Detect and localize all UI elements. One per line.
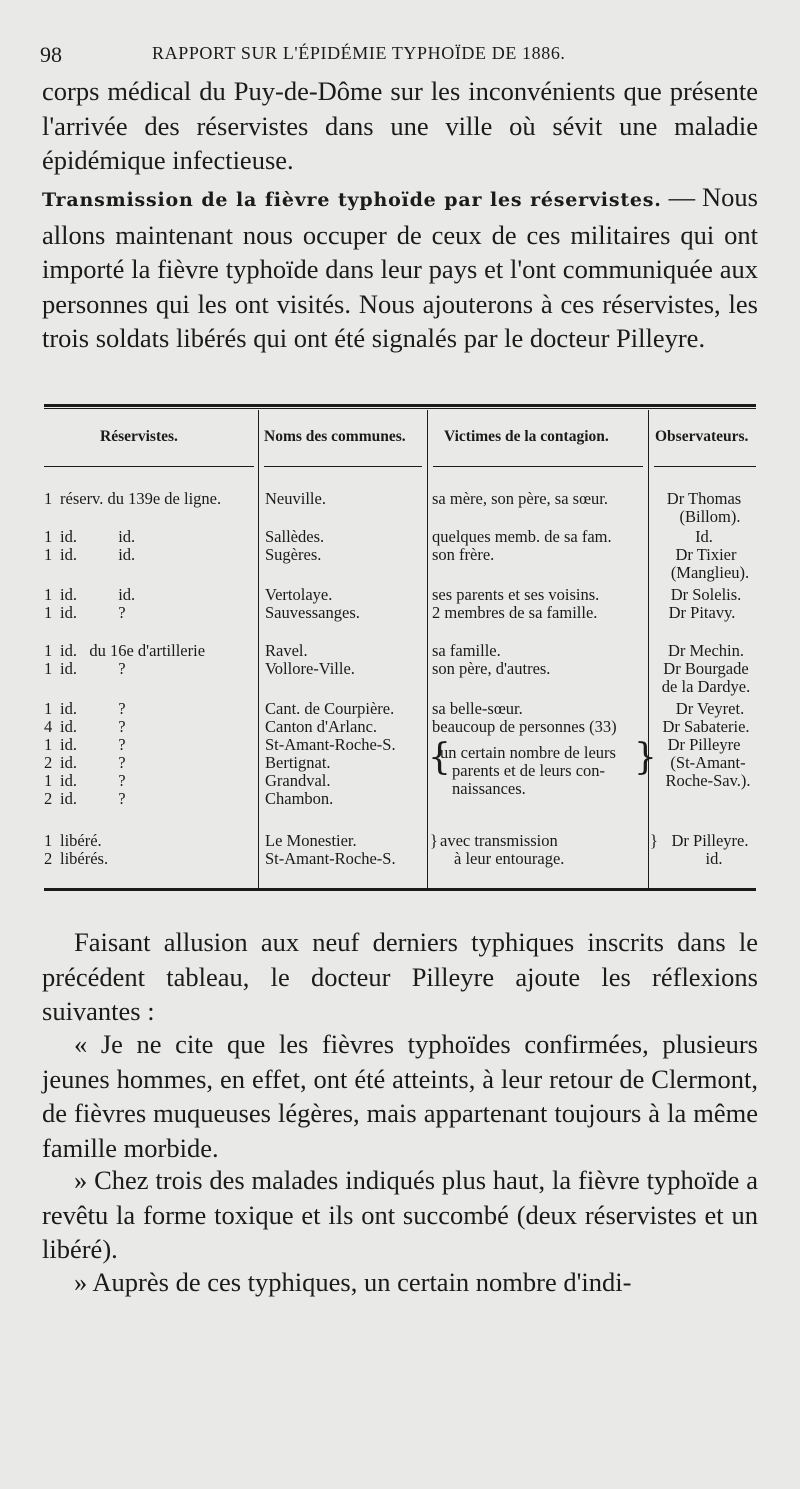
group-observer-2: (St-Amant- <box>670 753 746 772</box>
row-9-commune: St-Amant-Roche-S. <box>265 735 396 754</box>
row-12-commune: Chambon. <box>265 789 334 808</box>
row-3-victims: ses parents et ses voisins. <box>432 585 600 604</box>
paragraph-4: « Je ne cite que les fièvres typhoïdes confirmées, plusieurs jeunes hommes, en effet, ont été atteints, à leur retour de Clermont, de fièvres muqueuses légères, mais appartenant toujours à la même famille morbide. <box>42 1029 758 1163</box>
paragraph-3: Faisant allusion aux neuf derniers typhiques inscrits dans le précédent tableau, le docteur Pilleyre ajoute les réflexions suivantes : <box>42 927 758 1026</box>
row-7-num: 1 <box>44 699 53 718</box>
liberes-brace-close: } <box>650 831 658 850</box>
contagion-table <box>44 404 756 894</box>
header-underline-2 <box>264 466 422 467</box>
paragraph-2-text: — Nous allons maintenant nous occuper de ceux de ces militaires qui ont importé la fièvre typhoïde dans leur pays et l'ont communiquée aux personnes qui les ont visités. Nous ajouterons à ces réservistes, les trois soldats libérés qui ont été signalés par le docteur Pilleyre. <box>42 182 758 353</box>
row-5-victims: sa famille. <box>432 641 501 660</box>
table-bottom-rule <box>44 888 756 891</box>
section-title: Transmission de la fièvre typhoïde par les réservistes. <box>42 189 662 211</box>
row-9-num: 1 <box>44 735 53 754</box>
row-4-commune: Sauvessanges. <box>265 603 360 622</box>
row-5-num: 1 <box>44 641 53 660</box>
header-communes: Noms des communes. <box>264 428 406 445</box>
header-underline-3 <box>433 466 643 467</box>
running-title: RAPPORT SUR L'ÉPIDÉMIE TYPHOÏDE DE 1886. <box>152 43 566 63</box>
group-victims-2: parents et de leurs con- <box>452 761 606 780</box>
row-6-commune: Vollore-Ville. <box>265 659 355 678</box>
row-1-victims: quelques memb. de sa fam. <box>432 527 612 546</box>
row-4-victims: 2 membres de sa famille. <box>432 603 598 622</box>
table-top-rule-thin <box>44 408 756 409</box>
liberes-victims-2: à leur entourage. <box>454 849 565 868</box>
row-0-commune: Neuville. <box>265 489 326 508</box>
row-1-unit: id. id. <box>60 527 136 546</box>
row-2-observer: Dr Tixier <box>675 545 737 564</box>
page-header <box>40 36 760 76</box>
row-11-num: 1 <box>44 771 53 790</box>
row-14-num: 2 <box>44 849 53 868</box>
row-2-observer-2: (Manglieu). <box>670 563 750 582</box>
row-2-unit: id. id. <box>60 545 136 564</box>
group-victims-1: un certain nombre de leurs <box>440 743 616 762</box>
row-3-observer: Dr Solelis. <box>670 585 742 604</box>
page-number: 98 <box>40 42 62 67</box>
group-observer-1: Dr Pilleyre <box>667 735 741 754</box>
paragraph-2 <box>42 180 758 356</box>
row-8-victims: beaucoup de personnes (33) <box>432 717 617 736</box>
row-3-commune: Vertolaye. <box>265 585 333 604</box>
liberes-observer-2: id. <box>705 849 723 868</box>
row-6-victims: son père, d'autres. <box>432 659 551 678</box>
group-brace-left: { <box>428 737 451 778</box>
liberes-brace-open: } <box>430 831 438 850</box>
row-5-unit: id. du 16e d'artillerie <box>60 641 206 660</box>
paragraph-1: corps médical du Puy-de-Dôme sur les inconvénients que présente l'arrivée des réservistes dans une ville où sévit une maladie épidémique infectieuse. <box>42 76 758 175</box>
row-5-commune: Ravel. <box>265 641 308 660</box>
row-0-observer: Dr Thomas <box>666 489 742 508</box>
row-7-observer: Dr Veyret. <box>675 699 745 718</box>
row-0-victims: sa mère, son père, sa sœur. <box>432 489 608 508</box>
row-5-observer: Dr Mechin. <box>667 641 745 660</box>
row-13-commune: Le Monestier. <box>265 831 357 850</box>
row-8-commune: Canton d'Arlanc. <box>265 717 378 736</box>
row-10-num: 2 <box>44 753 53 772</box>
row-6-observer: Dr Bourgade <box>663 659 749 678</box>
row-4-observer: Dr Pitavy. <box>668 603 736 622</box>
header-observateurs: Observateurs. <box>655 428 749 445</box>
row-6-num: 1 <box>44 659 53 678</box>
row-3-num: 1 <box>44 585 53 604</box>
row-12-num: 2 <box>44 789 53 808</box>
row-11-commune: Grandval. <box>265 771 331 790</box>
table-top-rule <box>44 404 756 407</box>
liberes-observer-1: Dr Pilleyre. <box>671 831 749 850</box>
paragraph-6: » Auprès de ces typhiques, un certain nombre d'indi- <box>74 1267 632 1297</box>
row-10-unit: id. ? <box>60 753 126 772</box>
liberes-victims-1: avec transmission <box>440 831 558 850</box>
row-7-unit: id. ? <box>60 699 126 718</box>
row-3-unit: id. id. <box>60 585 136 604</box>
row-2-victims: son frère. <box>432 545 495 564</box>
row-7-commune: Cant. de Courpière. <box>265 699 395 718</box>
row-14-unit: libérés. <box>60 849 109 868</box>
row-8-num: 4 <box>44 717 53 736</box>
row-14-commune: St-Amant-Roche-S. <box>265 849 396 868</box>
col-divider-2 <box>427 410 428 888</box>
group-victims-3: naissances. <box>452 779 526 798</box>
paragraph-5: » Chez trois des malades indiqués plus haut, la fièvre typhoïde a revêtu la forme toxique et ils ont succombé (deux réservistes et un libéré). <box>42 1165 758 1264</box>
header-underline-1 <box>44 466 254 467</box>
row-10-commune: Bertignat. <box>265 753 331 772</box>
header-underline-4 <box>654 466 756 467</box>
col-divider-3 <box>648 410 649 888</box>
row-1-observer: Id. <box>695 527 713 546</box>
row-8-unit: id. ? <box>60 717 126 736</box>
row-12-unit: id. ? <box>60 789 126 808</box>
group-brace-right: } <box>634 737 657 778</box>
row-1-commune: Sallèdes. <box>265 527 325 546</box>
row-11-unit: id. ? <box>60 771 126 790</box>
row-4-unit: id. ? <box>60 603 126 622</box>
row-1-num: 1 <box>44 527 53 546</box>
header-reservistes: Réservistes. <box>100 428 178 445</box>
row-2-commune: Sugères. <box>265 545 322 564</box>
row-13-num: 1 <box>44 831 53 850</box>
row-6-unit: id. ? <box>60 659 126 678</box>
row-7-victims: sa belle-sœur. <box>432 699 523 718</box>
row-13-unit: libéré. <box>60 831 102 850</box>
row-6-observer-2: de la Dardye. <box>661 677 751 696</box>
row-0-observer-2: (Billom). <box>679 507 741 526</box>
row-9-unit: id. ? <box>60 735 126 754</box>
row-0-unit: réserv. du 139e de ligne. <box>60 489 222 508</box>
col-divider-1 <box>258 410 259 888</box>
row-0-num: 1 <box>44 489 53 508</box>
row-8-observer: Dr Sabaterie. <box>662 717 750 736</box>
row-4-num: 1 <box>44 603 53 622</box>
group-observer-3: Roche-Sav.). <box>665 771 751 790</box>
row-2-num: 1 <box>44 545 53 564</box>
header-victimes: Victimes de la contagion. <box>444 428 609 445</box>
